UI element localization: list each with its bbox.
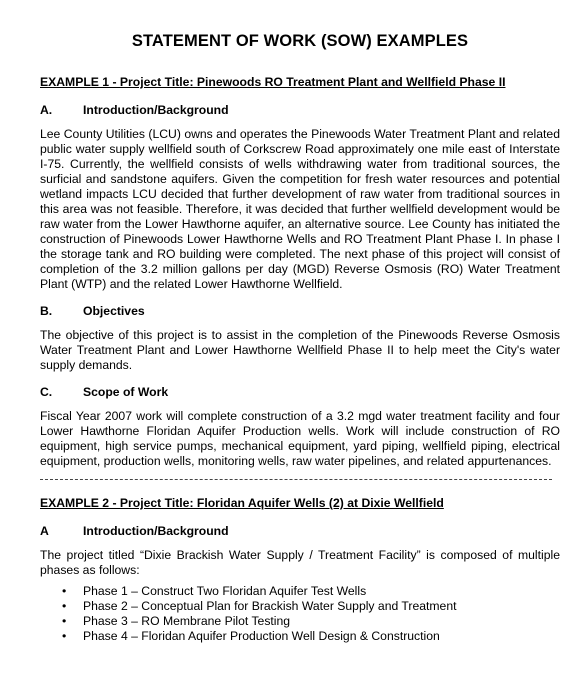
dashed-divider: [40, 479, 552, 480]
list-item: [62, 599, 560, 614]
example-1-scope-text: Fiscal Year 2007 work will complete construction of a 3.2 mgd water treatment facility and four Lower Hawthorne Floridan Aquifer Production wells. Work will include construction of RO equipment, high service pumps, mechanical equipment, yard piping, wellfield piping, electrical equipment, production wells, monitoring wells, raw water pipelines, and related appurtenances.: [40, 409, 560, 468]
phase-text: Phase 3 – RO Membrane Pilot Testing: [83, 614, 291, 628]
list-item: [62, 584, 560, 599]
example-1-section-a-heading: [40, 103, 560, 117]
example-2-introduction-text: The project titled “Dixie Brackish Water Supply / Treatment Facility” is composed of multiple phases as follows:: [40, 548, 560, 577]
phase-text: Phase 4 – Floridan Aquifer Production Well Design & Construction: [83, 629, 440, 643]
phase-text: Phase 1 – Construct Two Floridan Aquifer Test Wells: [83, 584, 367, 598]
section-title: Scope of Work: [83, 385, 169, 399]
section-title: Objectives: [83, 304, 145, 318]
example-1-section-b-heading: [40, 304, 560, 318]
bullet-icon: •: [62, 599, 67, 613]
document-title: STATEMENT OF WORK (SOW) EXAMPLES: [131, 32, 469, 50]
section-title: Introduction/Background: [83, 524, 229, 538]
example-1-introduction-text: Lee County Utilities (LCU) owns and operates the Pinewoods Water Treatment Plant and related public water supply wellfield south of Corkscrew Road approximately one mile east of Interstate I-75. Currently, the wellfield consists of wells withdrawing water from traditional sources, the surficial and sandstone aquifers. Given the competition for fresh water resources and potential wetland impacts LCU decided that further development of raw water from traditional sources in this area was not feasible. Therefore, it was decided that further wellfield development would be raw water from the Lower Hawthorne aquifer, an alternative source. Lee County has initiated the construction of Pinewoods Lower Hawthorne Wells and RO Treatment Plant Phase I. In phase I the storage tank and RO building were completed. The next phase of this project will consist of completion of the 3.2 million gallons per day (MGD) Reverse Osmosis (RO) Water Treatment Plant (WTP) and the related Lower Hawthorne Wellfield.: [40, 127, 560, 291]
list-item: [62, 629, 560, 644]
section-letter: A.: [40, 103, 53, 117]
example-2-title: EXAMPLE 2 - Project Title: Floridan Aquifer Wells (2) at Dixie Wellfield: [40, 496, 444, 510]
section-letter: C.: [40, 385, 53, 399]
bullet-icon: •: [62, 584, 67, 598]
bullet-icon: •: [62, 614, 67, 628]
section-letter: B.: [40, 304, 53, 318]
bullet-icon: •: [62, 629, 67, 643]
example-1-objectives-text: The objective of this project is to assist in the completion of the Pinewoods Reverse Osmosis Water Treatment Plant and Lower Hawthorne Wellfield Phase II to help meet the City's water supply demands.: [40, 328, 560, 372]
list-item: [62, 614, 560, 629]
section-letter: A: [40, 524, 49, 538]
example-1-section-c-heading: [40, 385, 560, 399]
example-2-section-a-heading: [40, 524, 560, 538]
phase-text: Phase 2 – Conceptual Plan for Brackish Water Supply and Treatment: [83, 599, 457, 613]
document-page: [40, 32, 560, 644]
phase-list: [40, 584, 560, 644]
section-title: Introduction/Background: [83, 103, 229, 117]
example-1-title: EXAMPLE 1 - Project Title: Pinewoods RO Treatment Plant and Wellfield Phase II: [40, 75, 506, 89]
